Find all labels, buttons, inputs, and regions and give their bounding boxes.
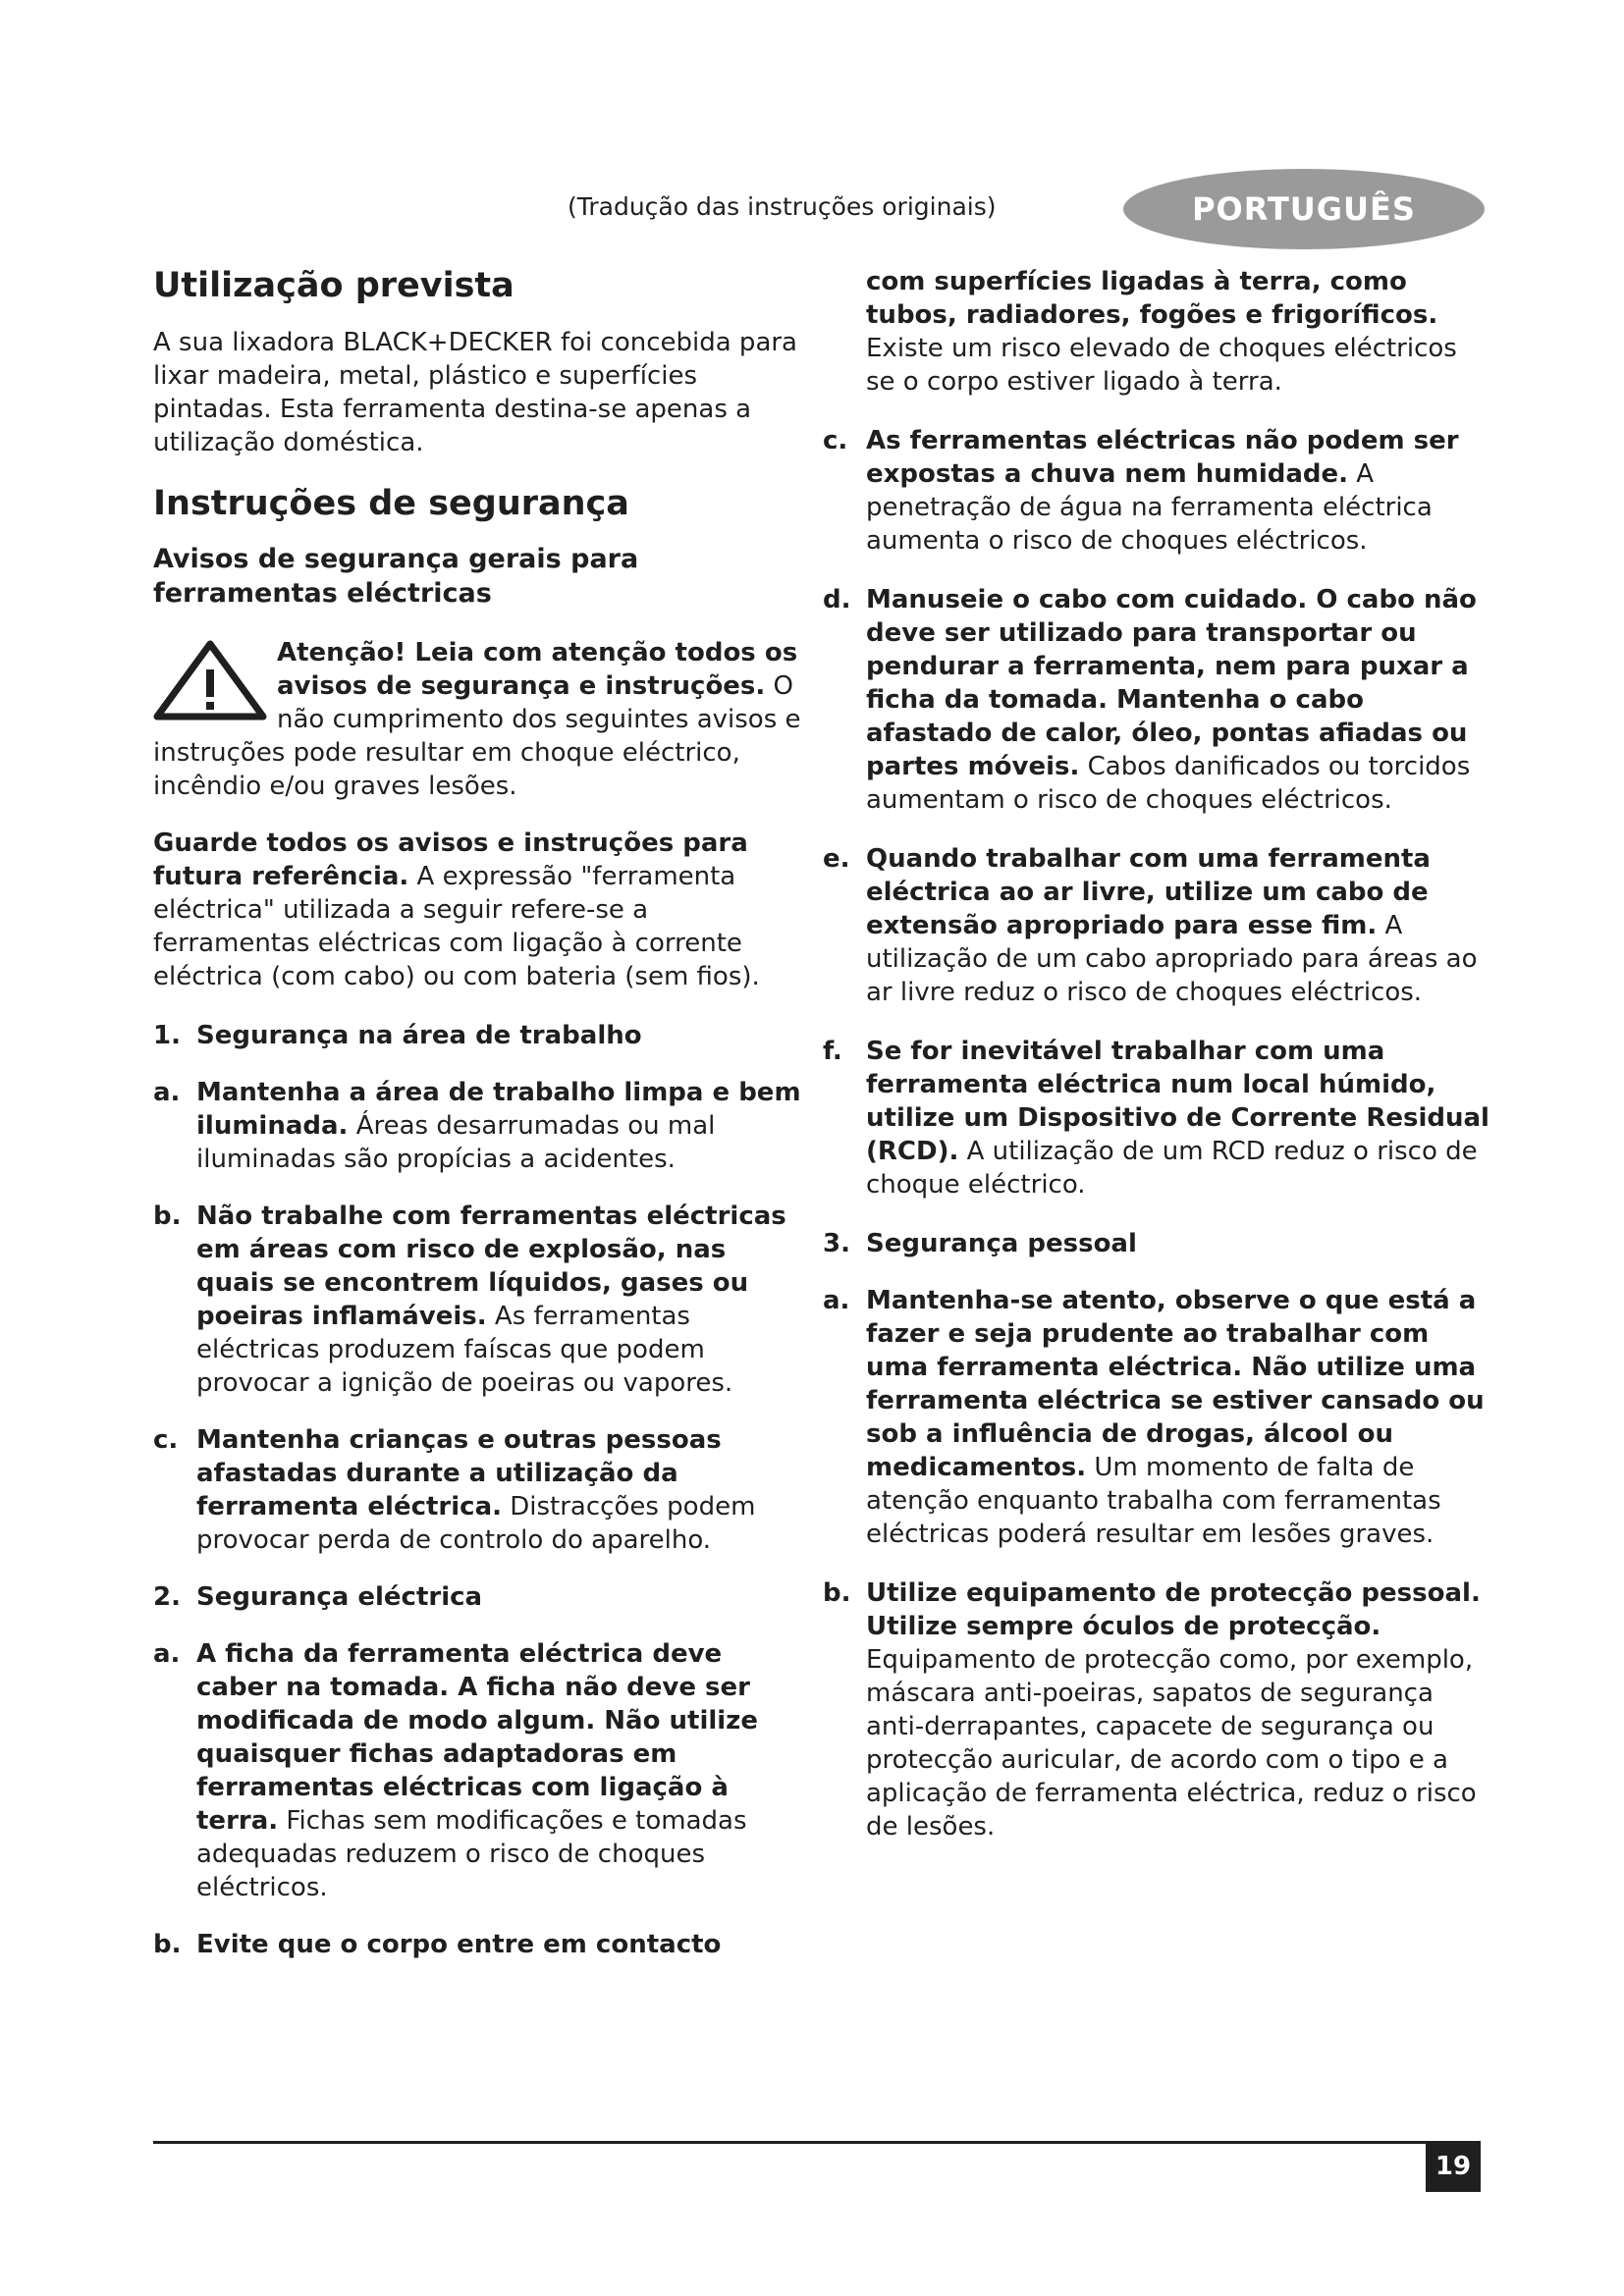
- list-item: b. Utilize equipamento de protecção pessoal. Utilize sempre óculos de protecção. Equipamento de protecção como, por exemplo, máscara anti-poeiras, sapatos de segurança anti-derrapantes, capacete de segurança ou protecção auricular, de acordo com o tipo e a aplicação de ferramenta eléctrica, reduz o risco de lesões.: [823, 1578, 1481, 1842]
- translation-note: (Tradução das instruções originais): [568, 192, 997, 221]
- footer-divider: [153, 2141, 1434, 2144]
- list-item-continued: com superfícies ligadas à terra, como tubos, radiadores, fogões e frigoríficos. Existe um risco elevado de choques eléctricos se o corpo estiver ligado à terra.: [866, 267, 1457, 397]
- right-column: [823, 265, 1490, 1843]
- language-badge: PORTUGUÊS: [1123, 169, 1485, 249]
- list-item: e. Quando trabalhar com uma ferramenta eléctrica ao ar livre, utilize um cabo de extensão apropriado para esse fim. A utilização de um cabo apropriado para áreas ao ar livre reduz o risco de choques eléctricos.: [823, 844, 1478, 1007]
- list-item: d. Manuseie o cabo com cuidado. O cabo não deve ser utilizado para transportar ou pendurar a ferramenta, nem para puxar a ficha da tomada. Mantenha o cabo afastado de calor, óleo, pontas afiadas ou partes móveis. Cabos danificados ou torcidos aumentam o risco de choques eléctricos.: [823, 585, 1477, 815]
- list-item: b. Não trabalhe com ferramentas eléctricas em áreas com risco de explosão, nas quais se encontrem líquidos, gases ou poeiras inflamáveis. As ferramentas eléctricas produzem faíscas que podem provocar a ignição de poeiras ou vapores.: [153, 1201, 786, 1398]
- list-item: b. Evite que o corpo entre em contacto: [153, 1929, 722, 1959]
- section-1-heading: 1. Segurança na área de trabalho: [153, 1020, 642, 1050]
- keep-instructions-text: A expressão "ferramenta eléctrica" utilizada a seguir refere-se a ferramentas eléctricas com ligação à corrente eléctrica (com cabo) ou com bateria (sem fios).: [153, 861, 760, 991]
- warning-block: [153, 636, 801, 803]
- list-item: c. As ferramentas eléctricas não podem ser expostas a chuva nem humidade. A penetração de água na ferramenta eléctrica aumenta o risco de choques eléctricos.: [823, 426, 1459, 556]
- section-3-heading: 3. Segurança pessoal: [823, 1229, 1137, 1258]
- list-item: a. A ficha da ferramenta eléctrica deve caber na tomada. A ficha não deve ser modificada de modo algum. Não utilize quaisquer fichas adaptadoras em ferramentas eléctricas com ligação à terra. Fichas sem modificações e tomadas adequadas reduzem o risco de choques eléctricos.: [153, 1638, 758, 1902]
- intended-use-text: A sua lixadora BLACK+DECKER foi concebida para lixar madeira, metal, plástico e superfícies pintadas. Esta ferramenta destina-se apenas a utilização doméstica.: [153, 327, 797, 457]
- left-column: [153, 265, 801, 1961]
- page-number: 19: [1426, 2141, 1481, 2192]
- section-2-heading: 2. Segurança eléctrica: [153, 1581, 483, 1612]
- list-item: a. Mantenha-se atento, observe o que está a fazer e seja prudente ao trabalhar com uma ferramenta eléctrica. Não utilize uma ferramenta eléctrica se estiver cansado ou sob a influência de drogas, álcool ou medicamentos. Um momento de falta de atenção enquanto trabalha com ferramentas eléctricas poderá resultar em lesões graves.: [823, 1286, 1485, 1549]
- warning-bold: Atenção! Leia com atenção todos os avisos de segurança e instruções.: [277, 637, 798, 701]
- warning-text: O não cumprimento dos seguintes avisos e instruções pode resultar em choque eléctrico, incêndio e/ou graves lesões.: [153, 670, 801, 801]
- keep-instructions-bold: Guarde todos os avisos e instruções para futura referência.: [153, 828, 748, 891]
- safety-title: Instruções de segurança: [153, 483, 629, 523]
- warning-triangle-icon: [153, 640, 269, 721]
- general-warnings-title: Avisos de segurança gerais para ferramentas eléctricas: [153, 543, 639, 609]
- intended-use-title: Utilização prevista: [153, 266, 514, 305]
- list-item: a. Mantenha a área de trabalho limpa e bem iluminada. Áreas desarrumadas ou mal iluminadas são propícias a acidentes.: [153, 1077, 801, 1174]
- list-item: c. Mantenha crianças e outras pessoas afastadas durante a utilização da ferramenta eléctrica. Distracções podem provocar perda de controlo do aparelho.: [153, 1424, 756, 1555]
- list-item: f. Se for inevitável trabalhar com uma ferramenta eléctrica num local húmido, utilize um Dispositivo de Corrente Residual (RCD). A utilização de um RCD reduz o risco de choque eléctrico.: [823, 1037, 1489, 1200]
